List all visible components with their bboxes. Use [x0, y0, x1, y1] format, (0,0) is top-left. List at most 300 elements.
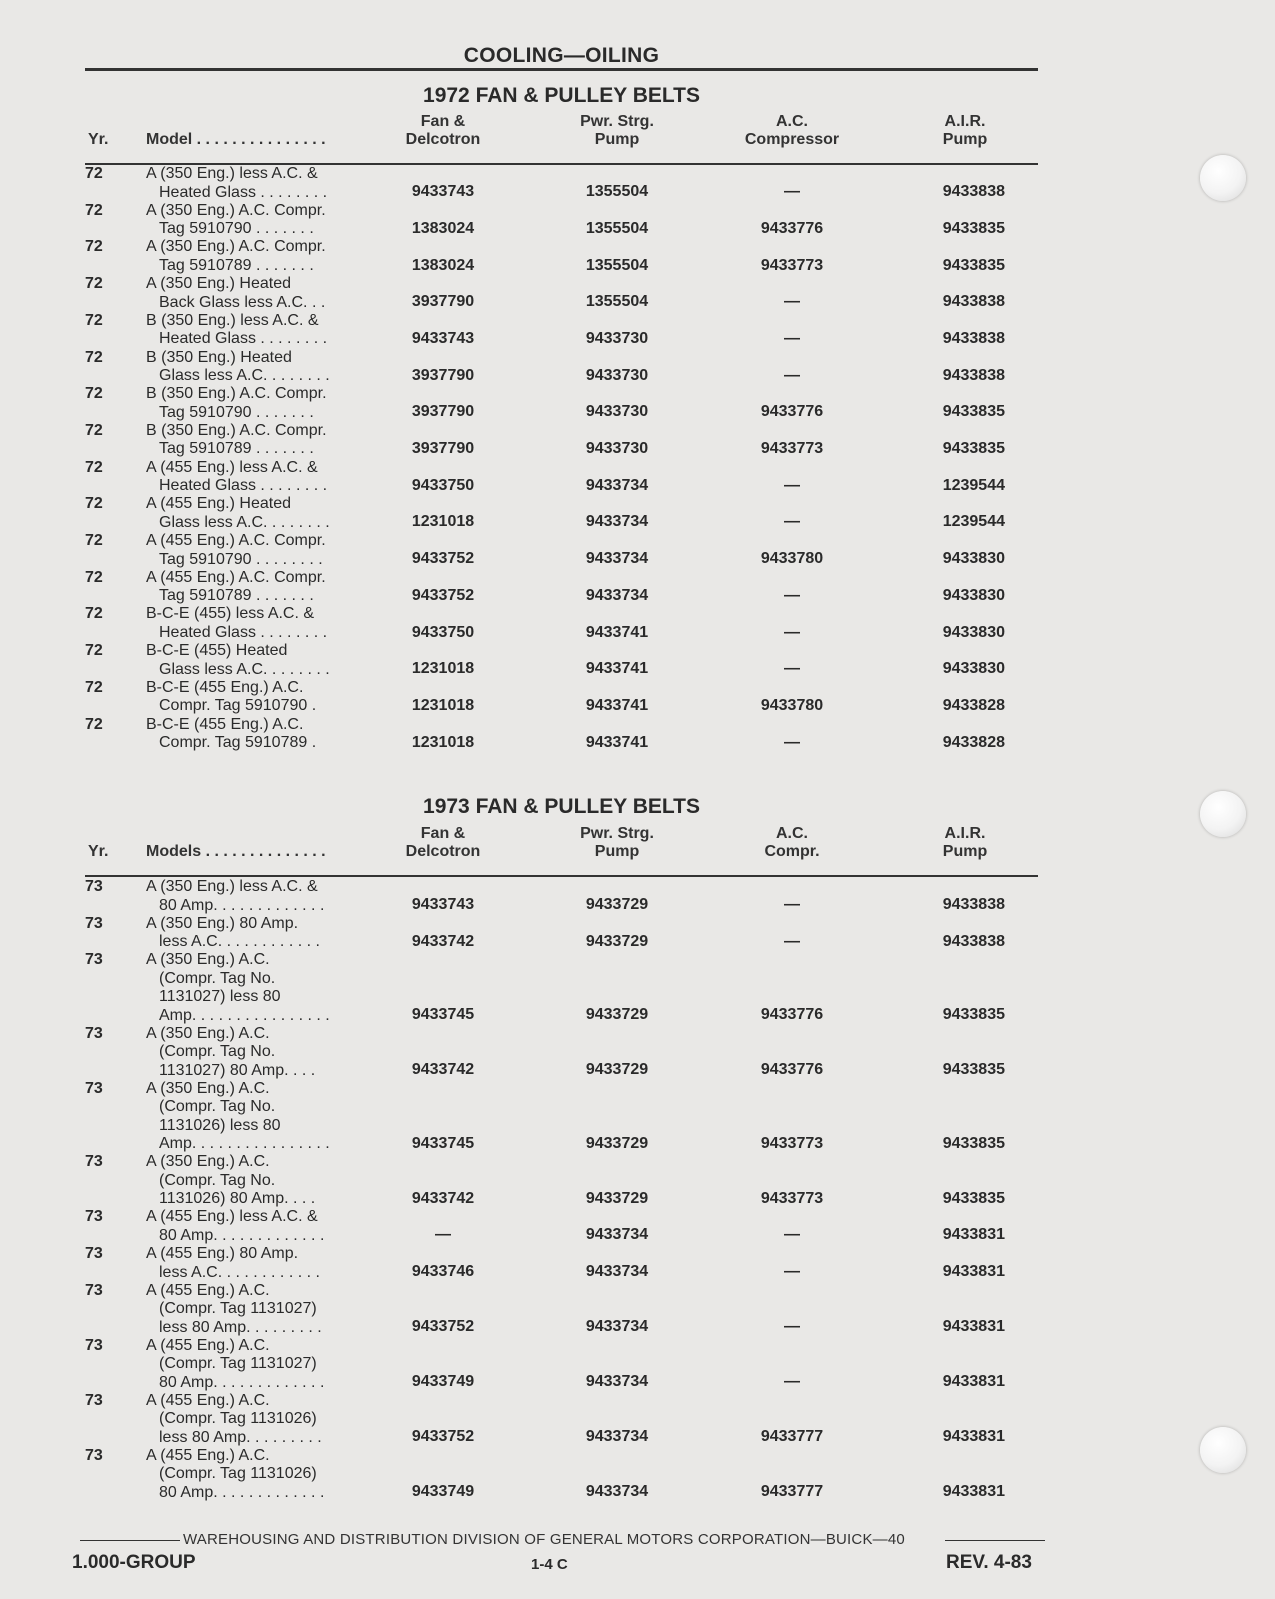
air-pump-part: 9433831 [942, 1483, 1005, 1501]
col-fan-line2: Delcotron [405, 843, 481, 860]
row-year: 73 [85, 1391, 103, 1409]
row-year: 72 [85, 642, 103, 660]
power-steering-part: 9433734 [585, 550, 649, 568]
row-model [146, 1282, 361, 1338]
footer-rule-right [945, 1540, 1045, 1541]
power-steering-part: 9433730 [585, 329, 649, 347]
row-model-line: B (350 Eng.) less A.C. & [146, 311, 319, 329]
row-model-line: (Compr. Tag 1131027) [159, 1300, 317, 1318]
footer-rule-left [80, 1540, 180, 1541]
air-pump-part: 9433830 [942, 586, 1005, 604]
power-steering-part: 1355504 [585, 293, 649, 311]
row-year: 73 [85, 1245, 103, 1262]
row-model-line: A (455 Eng.) A.C. Compr. [146, 532, 326, 549]
row-model-line: B-C-E (455) Heated [146, 642, 288, 660]
table-row [0, 1245, 1275, 1282]
table-row [0, 1153, 1275, 1208]
power-steering-part: 9433729 [585, 932, 649, 950]
row-model-line: B (350 Eng.) Heated [146, 348, 292, 366]
row-model-line: A (350 Eng.) 80 Amp. [146, 914, 299, 932]
fan-delcotron-part: 3937790 [411, 293, 475, 311]
row-model-line: Compr. Tag 5910790 . [159, 697, 317, 715]
air-pump-part: 9433835 [942, 1189, 1005, 1207]
power-steering-part: 9433734 [585, 1226, 649, 1244]
fan-delcotron-part: 9433745 [411, 1006, 475, 1024]
col-pwr [542, 113, 692, 149]
row-model-line: 1131027) 80 Amp. . . . [159, 1061, 316, 1079]
row-model-line: A (350 Eng.) less A.C. & [146, 878, 318, 895]
row-model-line: A (350 Eng.) A.C. Compr. [146, 238, 326, 256]
air-pump-part: 9433835 [942, 256, 1005, 274]
row-model-line: less 80 Amp. . . . . . . . . [159, 1428, 322, 1446]
ac-compressor-part: 9433773 [760, 1134, 824, 1152]
col-model: Model . . . . . . . . . . . . . . . [146, 131, 326, 148]
air-pump-part: 9433838 [942, 366, 1005, 384]
col-air-line1: A.I.R. [944, 113, 986, 130]
row-year: 72 [85, 532, 103, 549]
footer-page-number: 1-4 C [531, 1556, 568, 1573]
section-title-1973: 1973 FAN & PULLEY BELTS [423, 795, 700, 818]
row-model [146, 679, 361, 716]
col-yr: Yr. [88, 843, 109, 860]
fan-delcotron-part: 9433746 [411, 1263, 475, 1281]
ac-compressor-part: 9433777 [760, 1428, 824, 1446]
ac-compressor-part: — [784, 476, 800, 494]
binder-hole [1200, 1427, 1246, 1473]
ac-compressor-part: — [784, 623, 800, 641]
ac-compressor-part: 9433776 [760, 403, 824, 421]
fan-delcotron-part: 9433752 [411, 550, 475, 568]
row-model-line: A (350 Eng.) A.C. [146, 1079, 270, 1097]
row-model-line: A (455 Eng.) less A.C. & [146, 1208, 318, 1226]
fan-delcotron-part: 9433745 [411, 1134, 475, 1152]
fan-delcotron-part: 9433742 [411, 1189, 475, 1207]
col-air-line2: Pump [942, 843, 988, 860]
row-model-line: Glass less A.C. . . . . . . . [159, 513, 330, 531]
row-model-line: Tag 5910790 . . . . . . . . [159, 550, 323, 568]
row-model [146, 1153, 361, 1209]
row-model-line: 1131026) less 80 [159, 1116, 281, 1134]
table-row [0, 202, 1275, 239]
power-steering-part: 9433734 [585, 513, 649, 531]
row-model [146, 275, 361, 312]
fan-delcotron-part: 1231018 [411, 696, 475, 714]
table-row [0, 1208, 1275, 1245]
ac-compressor-part: 9433780 [760, 696, 824, 714]
row-model [146, 1337, 361, 1393]
col-ac-line1: A.C. [776, 825, 808, 842]
air-pump-part: 1239544 [942, 513, 1005, 531]
row-model [146, 1392, 361, 1448]
row-model-line: A (350 Eng.) A.C. [146, 1153, 270, 1171]
fan-delcotron-part: 9433752 [411, 1318, 475, 1336]
ac-compressor-part: — [784, 932, 800, 950]
col-fan [368, 113, 518, 149]
fan-delcotron-part: 9433749 [411, 1373, 475, 1391]
row-model-line: B-C-E (455 Eng.) A.C. [146, 678, 304, 696]
row-model-line: 80 Amp. . . . . . . . . . . . . [159, 1373, 325, 1391]
power-steering-part: 9433741 [585, 660, 649, 678]
power-steering-part: 9433734 [585, 1318, 649, 1336]
ac-compressor-part: — [784, 1226, 800, 1244]
row-model [146, 569, 361, 606]
power-steering-part: 9433741 [585, 696, 649, 714]
row-year: 73 [85, 1024, 103, 1042]
row-model [146, 349, 361, 386]
power-steering-part: 9433730 [585, 403, 649, 421]
power-steering-part: 9433729 [585, 1061, 649, 1079]
power-steering-part: 9433729 [585, 1189, 649, 1207]
row-model-line: Amp. . . . . . . . . . . . . . . . [159, 1006, 330, 1024]
row-year: 72 [85, 495, 103, 513]
col-yr: Yr. [88, 131, 109, 148]
ac-compressor-part: — [784, 660, 800, 678]
col-fan-line1: Fan & [420, 113, 466, 130]
row-model [146, 1447, 361, 1503]
air-pump-part: 9433828 [942, 733, 1005, 751]
ac-compressor-part: 9433773 [760, 1189, 824, 1207]
col-fan [368, 825, 518, 861]
power-steering-part: 9433729 [585, 1006, 649, 1024]
table-row [0, 422, 1275, 459]
col-pwr-line1: Pwr. Strg. [580, 825, 654, 842]
power-steering-part: 1355504 [585, 183, 649, 201]
row-model-line: Back Glass less A.C. . . [159, 293, 326, 311]
table-row [0, 1025, 1275, 1080]
ac-compressor-part: 9433780 [760, 550, 824, 568]
power-steering-part: 9433734 [585, 1483, 649, 1501]
row-model-line: 80 Amp. . . . . . . . . . . . . [159, 896, 325, 914]
table-row [0, 238, 1275, 275]
row-year: 72 [85, 238, 103, 256]
row-model [146, 716, 361, 753]
air-pump-part: 9433835 [942, 1061, 1005, 1079]
air-pump-part: 9433835 [942, 219, 1005, 237]
air-pump-part: 9433831 [942, 1373, 1005, 1391]
air-pump-part: 9433838 [942, 293, 1005, 311]
row-year: 72 [85, 678, 103, 696]
ac-compressor-part: — [784, 733, 800, 751]
table-row [0, 459, 1275, 496]
row-year: 73 [85, 951, 103, 969]
table-row [0, 495, 1275, 532]
row-model-line: 80 Amp. . . . . . . . . . . . . [159, 1226, 325, 1244]
row-model-line: (Compr. Tag 1131026) [159, 1410, 317, 1428]
row-year: 72 [85, 605, 103, 623]
row-model-line: A (455 Eng.) A.C. [146, 1336, 270, 1354]
section-title-1972: 1972 FAN & PULLEY BELTS [423, 84, 700, 107]
row-year: 73 [85, 1153, 103, 1171]
fan-delcotron-part: 9433742 [411, 932, 475, 950]
ac-compressor-part: — [784, 1373, 800, 1391]
air-pump-part: 1239544 [942, 476, 1005, 494]
table-row [0, 165, 1275, 202]
row-model [146, 642, 361, 679]
col-air [890, 825, 1040, 861]
row-model-line: less A.C. . . . . . . . . . . . [159, 933, 320, 951]
row-year: 72 [85, 348, 103, 366]
table-row [0, 1392, 1275, 1447]
power-steering-part: 1355504 [585, 256, 649, 274]
row-model-line: Glass less A.C. . . . . . . . [159, 660, 330, 678]
air-pump-part: 9433831 [942, 1318, 1005, 1336]
power-steering-part: 1355504 [585, 219, 649, 237]
binder-hole [1200, 791, 1246, 837]
row-model-line: 1131027) less 80 [159, 988, 281, 1006]
row-model-line: Heated Glass . . . . . . . . [159, 183, 328, 201]
row-year: 73 [85, 1446, 103, 1464]
row-model-line: A (350 Eng.) A.C. [146, 1024, 270, 1042]
ac-compressor-part: — [784, 183, 800, 201]
row-year: 73 [85, 1079, 103, 1097]
row-model-line: (Compr. Tag No. [159, 1043, 276, 1061]
power-steering-part: 9433730 [585, 366, 649, 384]
col-ac [717, 825, 867, 861]
row-year: 73 [85, 1208, 103, 1226]
table-row [0, 605, 1275, 642]
row-model-line: Tag 5910790 . . . . . . . [159, 220, 314, 238]
footer-revision: REV. 4-83 [946, 1552, 1032, 1573]
fan-delcotron-part: 9433743 [411, 896, 475, 914]
row-model-line: B-C-E (455 Eng.) A.C. [146, 715, 304, 733]
fan-delcotron-part: 1383024 [411, 219, 475, 237]
fan-delcotron-part: 1231018 [411, 660, 475, 678]
air-pump-part: 9433830 [942, 550, 1005, 568]
row-model [146, 238, 361, 275]
row-model [146, 165, 361, 202]
fan-delcotron-part: 1231018 [411, 513, 475, 531]
fan-delcotron-part: 9433749 [411, 1483, 475, 1501]
fan-delcotron-part: 9433752 [411, 1428, 475, 1446]
air-pump-part: 9433835 [942, 1006, 1005, 1024]
row-year: 72 [85, 715, 103, 733]
row-model-line: Tag 5910789 . . . . . . . [159, 256, 314, 274]
row-model-line: A (455 Eng.) A.C. Compr. [146, 568, 326, 586]
table-row [0, 1337, 1275, 1392]
row-model-line: B-C-E (455) less A.C. & [146, 605, 315, 623]
row-model-line: A (455 Eng.) A.C. [146, 1446, 270, 1464]
row-model-line: 80 Amp. . . . . . . . . . . . . [159, 1483, 325, 1501]
row-year: 73 [85, 1281, 103, 1299]
col-pwr-line2: Pump [594, 843, 640, 860]
air-pump-part: 9433831 [942, 1428, 1005, 1446]
power-steering-part: 9433729 [585, 1134, 649, 1152]
power-steering-part: 9433730 [585, 440, 649, 458]
footer-division: WAREHOUSING AND DISTRIBUTION DIVISION OF GENERAL MOTORS CORPORATION—BUICK—40 [183, 1531, 905, 1548]
row-model [146, 1025, 361, 1081]
row-year: 73 [85, 914, 103, 932]
ac-compressor-part: — [784, 1318, 800, 1336]
row-model [146, 1080, 361, 1154]
row-model-line: B (350 Eng.) A.C. Compr. [146, 421, 327, 439]
row-model-line: A (455 Eng.) A.C. [146, 1391, 270, 1409]
row-model [146, 951, 361, 1025]
title-rule [85, 68, 1038, 71]
power-steering-part: 9433741 [585, 733, 649, 751]
col-model: Models . . . . . . . . . . . . . . [146, 843, 326, 860]
row-model-line: Heated Glass . . . . . . . . [159, 477, 328, 495]
row-model-line: (Compr. Tag No. [159, 1171, 276, 1189]
page-title: COOLING—OILING [463, 44, 660, 67]
ac-compressor-part: — [784, 329, 800, 347]
ac-compressor-part: — [784, 1263, 800, 1281]
row-model-line: A (350 Eng.) less A.C. & [146, 165, 318, 182]
table-row [0, 532, 1275, 569]
col-air-line1: A.I.R. [944, 825, 986, 842]
col-pwr-line1: Pwr. Strg. [580, 113, 654, 130]
row-year: 72 [85, 568, 103, 586]
col-pwr-line2: Pump [594, 131, 640, 148]
col-ac [717, 113, 867, 149]
ac-compressor-part: 9433777 [760, 1483, 824, 1501]
power-steering-part: 9433734 [585, 586, 649, 604]
row-model [146, 532, 361, 569]
table-row [0, 878, 1275, 915]
row-model-line: (Compr. Tag 1131027) [159, 1355, 317, 1373]
row-model-line: B (350 Eng.) A.C. Compr. [146, 385, 327, 403]
table-row [0, 642, 1275, 679]
power-steering-part: 9433734 [585, 476, 649, 494]
table-row [0, 1080, 1275, 1153]
table-row [0, 951, 1275, 1024]
air-pump-part: 9433835 [942, 440, 1005, 458]
ac-compressor-part: 9433773 [760, 256, 824, 274]
header-rule-1973 [85, 875, 1038, 877]
fan-delcotron-part: 9433743 [411, 329, 475, 347]
air-pump-part: 9433835 [942, 1134, 1005, 1152]
fan-delcotron-part: 9433750 [411, 623, 475, 641]
row-year: 72 [85, 311, 103, 329]
row-model-line: A (455 Eng.) Heated [146, 495, 291, 513]
row-year: 72 [85, 385, 103, 403]
row-model-line: less A.C. . . . . . . . . . . . [159, 1263, 320, 1281]
row-year: 72 [85, 458, 103, 476]
row-model-line: 1131026) 80 Amp. . . . [159, 1190, 316, 1208]
table-row [0, 1282, 1275, 1337]
row-year: 72 [85, 201, 103, 219]
air-pump-part: 9433838 [942, 932, 1005, 950]
row-model [146, 915, 361, 952]
row-model-line: Tag 5910789 . . . . . . . [159, 587, 314, 605]
col-fan-line2: Delcotron [405, 131, 481, 148]
row-model [146, 495, 361, 532]
air-pump-part: 9433830 [942, 660, 1005, 678]
row-model [146, 1245, 361, 1282]
row-model [146, 459, 361, 496]
ac-compressor-part: — [784, 513, 800, 531]
air-pump-part: 9433838 [942, 329, 1005, 347]
binder-hole [1200, 155, 1246, 201]
fan-delcotron-part: 9433752 [411, 586, 475, 604]
row-model [146, 878, 361, 915]
air-pump-part: 9433831 [942, 1226, 1005, 1244]
table-row [0, 312, 1275, 349]
row-model-line: Heated Glass . . . . . . . . [159, 623, 328, 641]
row-year: 72 [85, 165, 103, 182]
power-steering-part: 9433734 [585, 1373, 649, 1391]
row-model-line: Glass less A.C. . . . . . . . [159, 367, 330, 384]
ac-compressor-part: — [784, 896, 800, 914]
row-model-line: Tag 5910790 . . . . . . . [159, 403, 314, 421]
col-ac-line1: A.C. [776, 113, 808, 130]
row-model [146, 202, 361, 239]
row-model-line: (Compr. Tag No. [159, 1098, 276, 1116]
row-model-line: A (455 Eng.) A.C. [146, 1281, 270, 1299]
col-fan-line1: Fan & [420, 825, 466, 842]
fan-delcotron-part: 1383024 [411, 256, 475, 274]
row-model-line: A (350 Eng.) Heated [146, 275, 291, 293]
row-model [146, 605, 361, 642]
row-model [146, 312, 361, 349]
fan-delcotron-part: 9433743 [411, 183, 475, 201]
table-row [0, 569, 1275, 606]
power-steering-part: 9433734 [585, 1263, 649, 1281]
table-row [0, 915, 1275, 952]
table-row [0, 716, 1275, 753]
col-air [890, 113, 1040, 149]
fan-delcotron-part: 9433750 [411, 476, 475, 494]
row-year: 72 [85, 275, 103, 293]
ac-compressor-part: — [784, 293, 800, 311]
ac-compressor-part: 9433776 [760, 1061, 824, 1079]
row-year: 72 [85, 421, 103, 439]
fan-delcotron-part: — [435, 1226, 451, 1244]
row-model-line: Tag 5910789 . . . . . . . [159, 440, 314, 458]
power-steering-part: 9433734 [585, 1428, 649, 1446]
table-row [0, 349, 1275, 386]
table-row [0, 679, 1275, 716]
row-model [146, 385, 361, 422]
table-row [0, 385, 1275, 422]
air-pump-part: 9433838 [942, 896, 1005, 914]
row-model-line: (Compr. Tag 1131026) [159, 1465, 317, 1483]
fan-delcotron-part: 3937790 [411, 403, 475, 421]
air-pump-part: 9433838 [942, 183, 1005, 201]
fan-delcotron-part: 9433742 [411, 1061, 475, 1079]
row-model [146, 1208, 361, 1245]
row-year: 73 [85, 1336, 103, 1354]
air-pump-part: 9433835 [942, 403, 1005, 421]
power-steering-part: 9433729 [585, 896, 649, 914]
row-model-line: Heated Glass . . . . . . . . [159, 330, 328, 348]
fan-delcotron-part: 3937790 [411, 366, 475, 384]
ac-compressor-part: — [784, 366, 800, 384]
air-pump-part: 9433830 [942, 623, 1005, 641]
row-model-line: less 80 Amp. . . . . . . . . [159, 1318, 322, 1336]
col-ac-line2: Compressor [744, 131, 840, 148]
ac-compressor-part: 9433773 [760, 440, 824, 458]
row-year: 73 [85, 878, 103, 895]
row-model-line: A (350 Eng.) A.C. Compr. [146, 201, 326, 219]
table-row [0, 1447, 1275, 1502]
footer-group: 1.000-GROUP [72, 1552, 196, 1573]
col-pwr [542, 825, 692, 861]
row-model-line: A (350 Eng.) A.C. [146, 951, 270, 969]
ac-compressor-part: 9433776 [760, 1006, 824, 1024]
fan-delcotron-part: 3937790 [411, 440, 475, 458]
ac-compressor-part: 9433776 [760, 219, 824, 237]
row-model-line: Compr. Tag 5910789 . [159, 734, 317, 751]
col-ac-line2: Compr. [764, 843, 820, 860]
air-pump-part: 9433828 [942, 696, 1005, 714]
row-model-line: (Compr. Tag No. [159, 969, 276, 987]
row-model-line: A (455 Eng.) less A.C. & [146, 458, 318, 476]
row-model [146, 422, 361, 459]
fan-delcotron-part: 1231018 [411, 733, 475, 751]
row-model-line: Amp. . . . . . . . . . . . . . . . [159, 1135, 330, 1153]
ac-compressor-part: — [784, 586, 800, 604]
col-air-line2: Pump [942, 131, 988, 148]
